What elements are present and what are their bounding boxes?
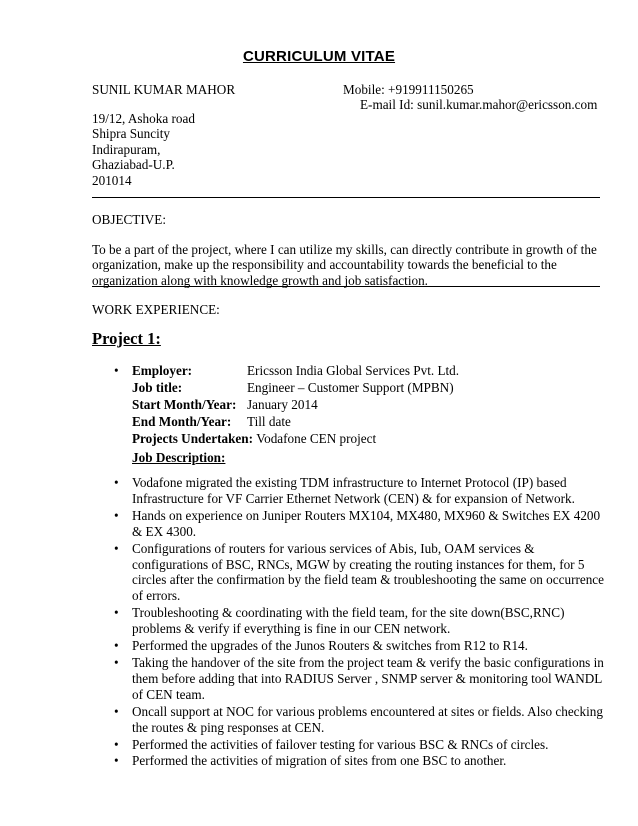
duty-text: Taking the handover of the site from the project team & verify the basic configurations in them before adding that into RADIUS Server , SNMP server & monitoring tool WANDL of CEN team. (132, 654, 604, 702)
objective-line: organization, make up the responsibility and accountability towards the beneficial to the (92, 257, 557, 273)
bullet-icon: • (114, 605, 119, 621)
list-item (114, 605, 604, 637)
bullet-icon: • (114, 654, 119, 670)
detail-label: Job title: (132, 380, 183, 395)
objective-divider (92, 286, 600, 287)
job-description-heading: Job Description: (132, 450, 226, 465)
objective-text (92, 242, 600, 288)
list-item (114, 753, 604, 769)
address-line: Shipra Suncity (92, 126, 171, 142)
detail-value: Till date (247, 414, 291, 429)
bullet-icon: • (114, 540, 119, 556)
bullet-icon: • (114, 753, 119, 769)
bullet-icon: • (114, 638, 119, 654)
detail-label: Employer: (132, 363, 193, 378)
duty-text: Oncall support at NOC for various problems encountered at sites or fields. Also checking the routes & ping responses at CEN. (132, 703, 603, 735)
bullet-icon: • (114, 507, 119, 523)
candidate-name: SUNIL KUMAR MAHOR (92, 82, 236, 97)
bullet-icon: • (114, 475, 119, 490)
bullet-icon: • (114, 363, 119, 378)
work-experience-heading: WORK EXPERIENCE: (92, 302, 220, 317)
objective-heading: OBJECTIVE: (92, 212, 166, 227)
address-line: Ghaziabad-U.P. (92, 157, 175, 173)
document-title: CURRICULUM VITAE (242, 48, 396, 65)
list-item (114, 704, 604, 736)
duties-list (114, 475, 604, 770)
duty-text: Performed the upgrades of the Junos Routers & switches from R12 to R14. (132, 638, 528, 654)
list-item (114, 541, 604, 605)
list-item (114, 475, 604, 507)
detail-label (132, 430, 376, 447)
email-address: E-mail Id: sunil.kumar.mahor@ericsson.com (360, 97, 598, 112)
list-item (114, 655, 604, 703)
address-line: Indirapuram, (92, 141, 161, 157)
detail-label: Start Month/Year: (132, 397, 237, 412)
detail-label: End Month/Year: (132, 414, 232, 429)
duty-text: Performed the activities of migration of sites from one BSC to another. (132, 753, 507, 769)
detail-value: Ericsson India Global Services Pvt. Ltd. (247, 363, 460, 378)
list-item (114, 737, 604, 753)
duty-text: Vodafone migrated the existing TDM infrastructure to Internet Protocol (IP) based Infrastructure for VF Carrier Ethernet Network (CEN) & for expansion of Network. (132, 475, 575, 506)
list-item (114, 508, 604, 540)
duty-text: Hands on experience on Juniper Routers MX104, MX480, MX960 & Switches EX 4200 & EX 4300. (132, 507, 601, 539)
list-item (114, 638, 604, 654)
detail-value: January 2014 (247, 397, 318, 412)
detail-label-text: Projects Undertaken: (132, 431, 253, 446)
detail-value: Vodafone CEN project (256, 431, 377, 446)
duty-text: Configurations of routers for various services of Abis, Iub, OAM services & configurations of BSC, RNCs, MGW by creating the routing instances for them, for 5 circles after the confirmation by the field team & troubleshooting the same on occurrence of errors. (132, 540, 605, 604)
mobile-number: Mobile: +919911150265 (343, 82, 474, 97)
detail-value: Engineer – Customer Support (MPBN) (247, 380, 454, 395)
objective-line: To be a part of the project, where I can utilize my skills, can directly contribute in growth of the (92, 242, 597, 257)
address-line: 19/12, Ashoka road (92, 111, 195, 126)
bullet-icon: • (114, 736, 119, 752)
duty-text: Troubleshooting & coordinating with the field team, for the site down(BSC,RNC) problems & verify if everything is fine in our CEN network. (132, 605, 565, 637)
postal-address (92, 111, 195, 188)
objective-line: organization along with knowledge growth and job satisfaction. (92, 272, 428, 288)
header-divider (92, 197, 600, 198)
duty-text: Performed the activities of failover testing for various BSC & RNCs of circles. (132, 736, 549, 752)
project-title: Project 1: (92, 329, 161, 348)
address-line: 201014 (92, 172, 132, 188)
bullet-icon: • (114, 703, 119, 719)
